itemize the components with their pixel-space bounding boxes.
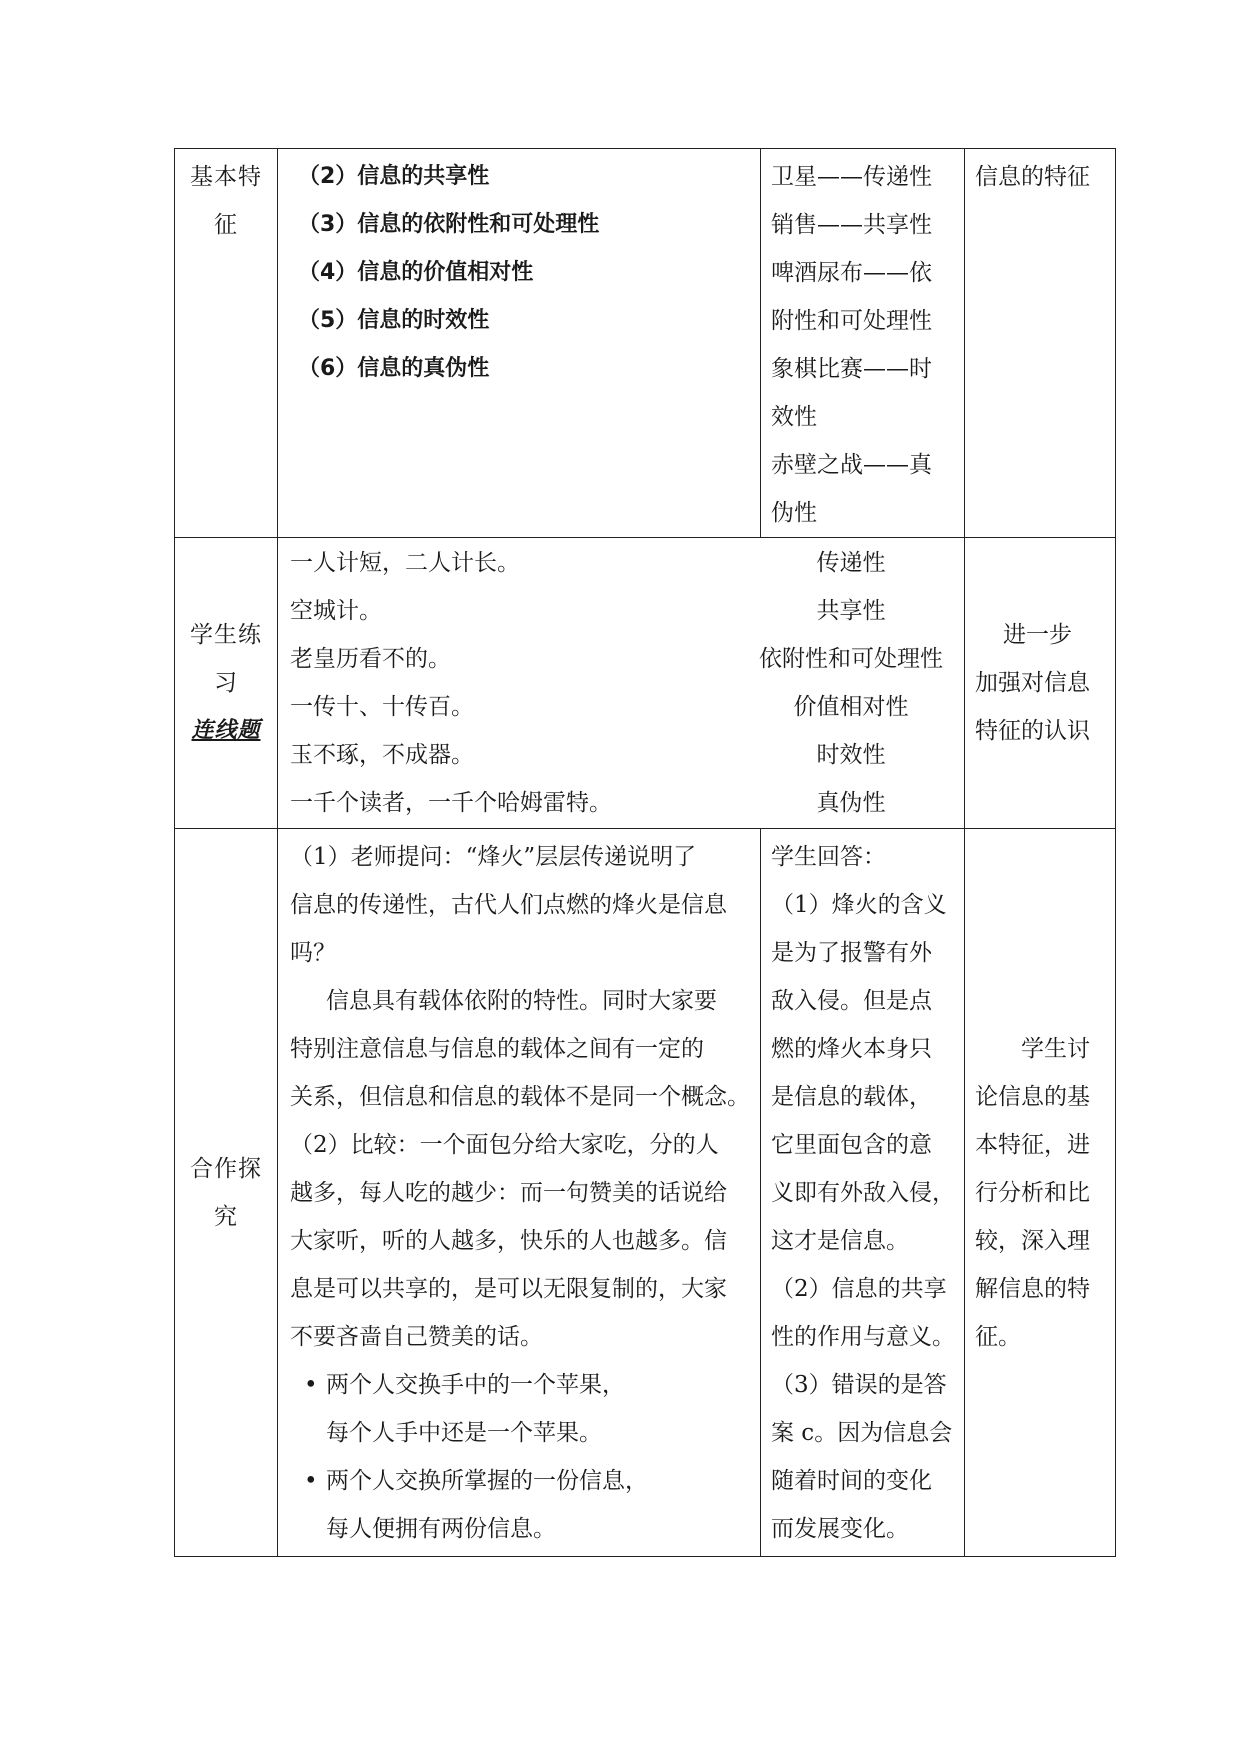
matching-left-item: 玉不琢，不成器。 [290, 742, 474, 768]
matching-pair [278, 683, 964, 731]
row-label-line: 基本特 [190, 164, 262, 190]
feature-item: （5）信息的时效性 [298, 308, 490, 333]
matching-left-item: 老皇历看不的。 [290, 646, 451, 672]
bullet-item [290, 1457, 754, 1505]
purpose-line: 学生讨 [1021, 1035, 1090, 1062]
matching-pair [278, 539, 964, 587]
student-text-line: 敌入侵。但是点 [771, 988, 932, 1014]
purpose-line: 较，深入理 [975, 1227, 1090, 1254]
matching-left-item: 一人计短，二人计长。 [290, 550, 520, 576]
purpose-line: 加强对信息 [975, 670, 1090, 696]
row-label-line: 学生练 [190, 622, 262, 648]
bullet-text: 两个人交换手中的一个苹果， [326, 1372, 625, 1398]
student-text-line: （1）烽火的含义 [771, 892, 947, 918]
cooperate-purpose-cell [965, 829, 1116, 1557]
feature-item: （3）信息的依附性和可处理性 [298, 212, 600, 237]
table-row-cooperate [175, 829, 1116, 1557]
example-line: 附性和可处理性 [771, 308, 932, 334]
student-text-line: 是为了报警有外 [771, 940, 932, 966]
student-text-line: 而发展变化。 [771, 1516, 909, 1542]
teacher-text-line: 特别注意信息与信息的载体之间有一定的 [290, 1036, 704, 1062]
student-text-line: （2）信息的共享 [771, 1276, 947, 1302]
matching-right-item: 传递性 [816, 550, 886, 576]
student-activity-cell [761, 829, 965, 1557]
purpose-line: 解信息的特 [975, 1275, 1090, 1302]
example-line: 卫星——传递性 [771, 164, 932, 190]
row-label-cooperate [175, 829, 278, 1557]
purpose-line: 进一步 [1003, 622, 1072, 648]
feature-item: （6）信息的真伪性 [298, 356, 490, 381]
teacher-activity-cell [278, 829, 761, 1557]
row-label-line: 习 [214, 670, 238, 696]
lesson-plan-table [174, 148, 1116, 1557]
features-examples-cell [761, 149, 965, 538]
row-label-line: 征 [214, 212, 238, 238]
practice-purpose-cell [965, 538, 1116, 829]
bullet-text: 每人便拥有两份信息。 [326, 1516, 556, 1542]
feature-item: （2）信息的共享性 [298, 164, 490, 189]
matching-pair [278, 779, 964, 827]
student-text-line: 它里面包含的意 [771, 1132, 932, 1158]
matching-right-item: 价值相对性 [793, 694, 909, 720]
table-row-practice [175, 538, 1116, 829]
teacher-text-line: 不要吝啬自己赞美的话。 [290, 1324, 543, 1350]
student-text-line: 性的作用与意义。 [771, 1324, 955, 1350]
matching-exercise-title: 连线题 [191, 718, 261, 743]
bullet-text: 两个人交换所掌握的一份信息， [326, 1468, 648, 1494]
purpose-line: 征。 [975, 1323, 1021, 1350]
row-label-practice [175, 538, 278, 829]
student-text-line: 燃的烽火本身只 [771, 1036, 932, 1062]
teacher-text-line: 息是可以共享的，是可以无限复制的，大家 [290, 1276, 727, 1302]
example-line: 效性 [771, 404, 817, 430]
matching-pair [278, 731, 964, 779]
teacher-text-line: （1）老师提问：“烽火”层层传递说明了 [290, 844, 697, 870]
matching-left-item: 一传十、十传百。 [290, 694, 474, 720]
matching-right-item: 依附性和可处理性 [759, 646, 943, 672]
row-label-line: 合作探 [190, 1155, 262, 1182]
matching-right-item: 共享性 [816, 598, 886, 624]
row-label-line: 究 [214, 1203, 238, 1230]
teacher-text-line: 大家听，听的人越多，快乐的人也越多。信 [290, 1228, 727, 1254]
example-line: 伪性 [771, 500, 817, 526]
purpose-line: 行分析和比 [975, 1179, 1090, 1206]
student-text-line: 这才是信息。 [771, 1228, 909, 1254]
bullet-text: 每个人手中还是一个苹果。 [326, 1420, 602, 1446]
student-text-line: 义即有外敌入侵， [771, 1180, 955, 1206]
bullet-item [290, 1361, 754, 1409]
purpose-line: 论信息的基 [975, 1083, 1090, 1110]
bullet-dot-icon: • [304, 1372, 318, 1398]
student-text-line: 案 c。因为信息会 [771, 1420, 953, 1446]
student-text-line: 是信息的载体， [771, 1084, 932, 1110]
teacher-text-line: 信息的传递性，古代人们点燃的烽火是信息 [290, 892, 727, 918]
matching-pair [278, 587, 964, 635]
feature-item: （4）信息的价值相对性 [298, 260, 534, 285]
features-purpose-cell [965, 149, 1116, 538]
matching-right-item: 真伪性 [816, 790, 886, 816]
teacher-text-line: 信息具有载体依附的特性。同时大家要 [326, 988, 717, 1014]
matching-left-item: 空城计。 [290, 598, 382, 624]
bullet-dot-icon: • [304, 1468, 318, 1494]
example-line: 象棋比赛——时 [771, 356, 932, 382]
row-label-features [175, 149, 278, 538]
teacher-text-line: 关系，但信息和信息的载体不是同一个概念。 [290, 1084, 750, 1110]
student-text-line: （3）错误的是答 [771, 1372, 947, 1398]
student-text-line: 学生回答： [771, 844, 886, 870]
example-line: 啤酒尿布——依 [771, 260, 932, 286]
student-text-line: 随着时间的变化 [771, 1468, 932, 1494]
teacher-text-line: （2）比较：一个面包分给大家吃，分的人 [290, 1132, 719, 1158]
practice-content-cell [278, 538, 965, 829]
matching-left-item: 一千个读者，一千个哈姆雷特。 [290, 790, 612, 816]
purpose-text: 信息的特征 [975, 164, 1090, 190]
matching-pair [278, 635, 964, 683]
example-line: 赤壁之战——真 [771, 452, 932, 478]
purpose-line: 本特征，进 [975, 1131, 1090, 1158]
matching-right-item: 时效性 [816, 742, 886, 768]
example-line: 销售——共享性 [771, 212, 932, 238]
table-row-features [175, 149, 1116, 538]
features-content-cell [278, 149, 761, 538]
purpose-line: 特征的认识 [975, 718, 1090, 744]
teacher-text-line: 吗？ [290, 940, 336, 966]
teacher-text-line: 越多，每人吃的越少：而一句赞美的话说给 [290, 1180, 727, 1206]
